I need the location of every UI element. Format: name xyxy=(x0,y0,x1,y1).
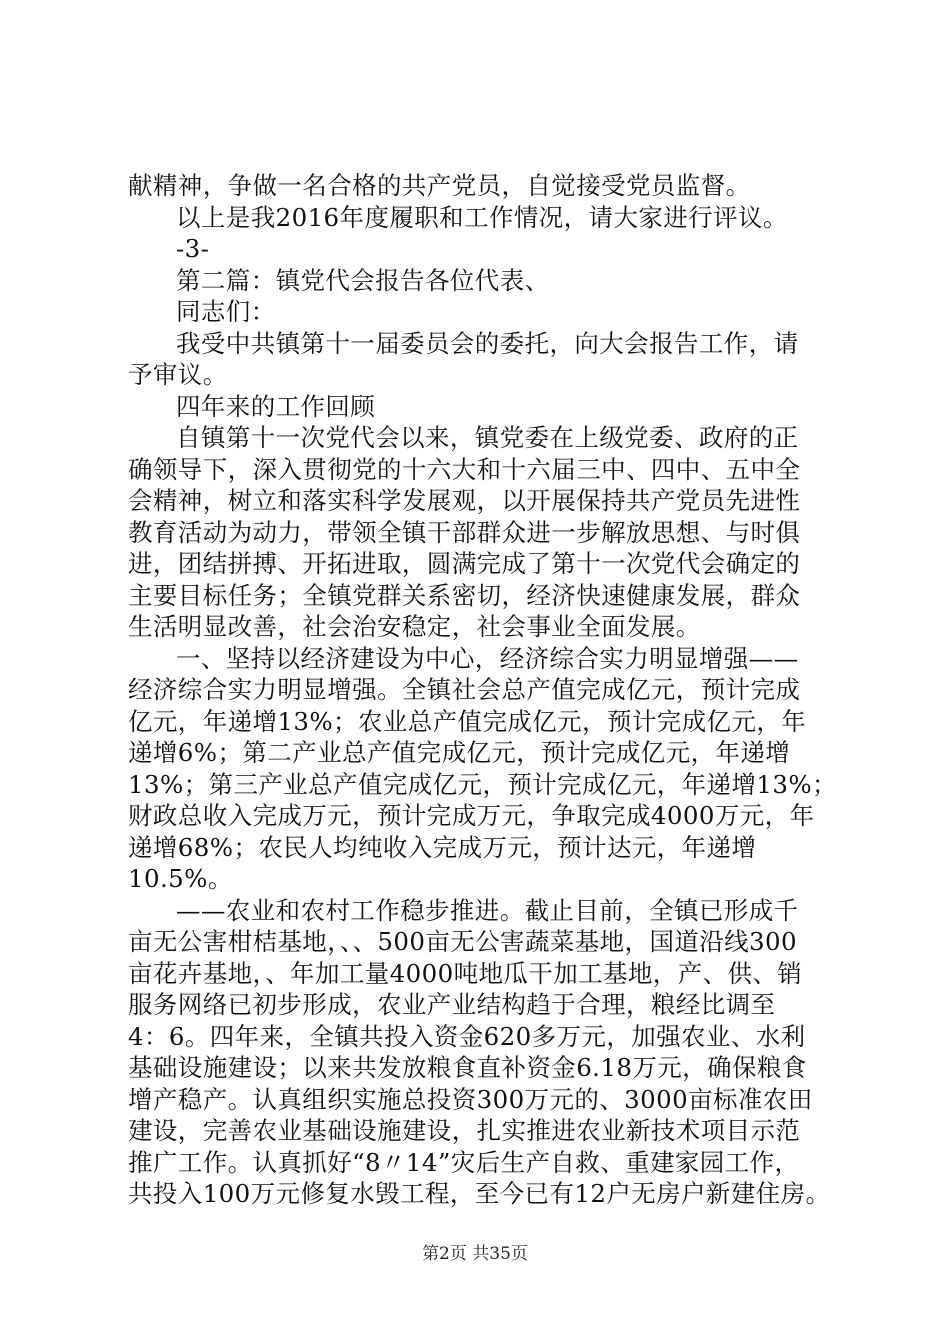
text-line: 一、坚持以经济建设为中心，经济综合实力明显增强—— xyxy=(176,643,799,673)
text-line: 10.5%。 xyxy=(128,864,233,893)
page-marker: -3- xyxy=(176,234,210,263)
text-line: 会精神，树立和落实科学发展观，以开展保持共产党员先进性 xyxy=(128,486,801,515)
text-line: 亩花卉基地，、年加工量4000吨地瓜干加工基地，产、供、销 xyxy=(128,958,803,988)
text-line: 以上是我2016年度履职和工作情况，请大家进行评议。 xyxy=(176,202,788,232)
text-line: ——农业和农村工作稳步推进。截止目前，全镇已形成千 xyxy=(176,895,799,925)
text-line: 献精神，争做一名合格的共产党员，自觉接受党员监督。 xyxy=(128,171,751,200)
text-line: 递增6%；第二产业总产值完成亿元，预计完成亿元，年递增 xyxy=(128,738,791,767)
text-line: 基础设施建设；以来共发放粮食直补资金6.18万元，确保粮食 xyxy=(128,1053,807,1082)
text-line: 共投入100万元修复水毁工程，至今已有12户无房户新建住房。 xyxy=(128,1179,831,1208)
text-line: 教育活动为动力，带领全镇干部群众进一步解放思想、与时俱 xyxy=(128,517,801,547)
subheading: 四年来的工作回顾 xyxy=(176,391,376,421)
text-line: 经济综合实力明显增强。全镇社会总产值完成亿元，预计完成 xyxy=(128,675,801,704)
text-line: 予审议。 xyxy=(128,360,228,389)
text-line: 财政总收入完成万元，预计完成万元，争取完成4000万元，年 xyxy=(128,801,815,830)
salutation: 同志们： xyxy=(176,297,276,326)
page-footer: 第2页 共35页 xyxy=(422,1244,528,1264)
text-line: 递增68%；农民人均纯收入完成万元，预计达元，年递增 xyxy=(128,832,757,862)
text-line: 增产稳产。认真组织实施总投资300万元的、3000亩标准农田 xyxy=(128,1084,813,1114)
text-line: 进，团结拼搏、开拓进取，圆满完成了第十一次党代会确定的 xyxy=(128,549,801,578)
text-line: 我受中共镇第十一届委员会的委托，向大会报告工作，请 xyxy=(176,328,799,358)
text-line: 确领导下，深入贯彻党的十六大和十六届三中、四中、五中全 xyxy=(128,454,801,484)
text-line: 13%；第三产业总产值完成亿元，预计完成亿元，年递增13%； xyxy=(128,769,837,799)
text-line: 服务网络已初步形成，农业产业结构趋于合理，粮经比调至 xyxy=(128,990,776,1019)
text-line: 4：6。四年来，全镇共投入资金620多万元，加强农业、水利 xyxy=(128,1021,806,1051)
section-title: 第二篇：镇党代会报告各位代表、 xyxy=(176,265,550,295)
text-line: 亿元，年递增13%；农业总产值完成亿元，预计完成亿元，年 xyxy=(128,706,807,736)
text-line: 推广工作。认真抓好“8〃14”灾后生产自救、重建家园工作， xyxy=(128,1147,800,1177)
text-line: 建设，完善农业基础设施建设，扎实推进农业新技术项目示范 xyxy=(128,1116,801,1145)
text-line: 主要目标任务；全镇党群关系密切，经济快速健康发展，群众 xyxy=(128,580,801,610)
text-line: 生活明显改善，社会治安稳定，社会事业全面发展。 xyxy=(128,612,701,641)
document-body xyxy=(128,170,837,1210)
text-line: 自镇第十一次党代会以来，镇党委在上级党委、政府的正 xyxy=(176,423,799,452)
text-line: 亩无公害柑桔基地，、、500亩无公害蔬菜基地，国道沿线300 xyxy=(128,927,798,956)
